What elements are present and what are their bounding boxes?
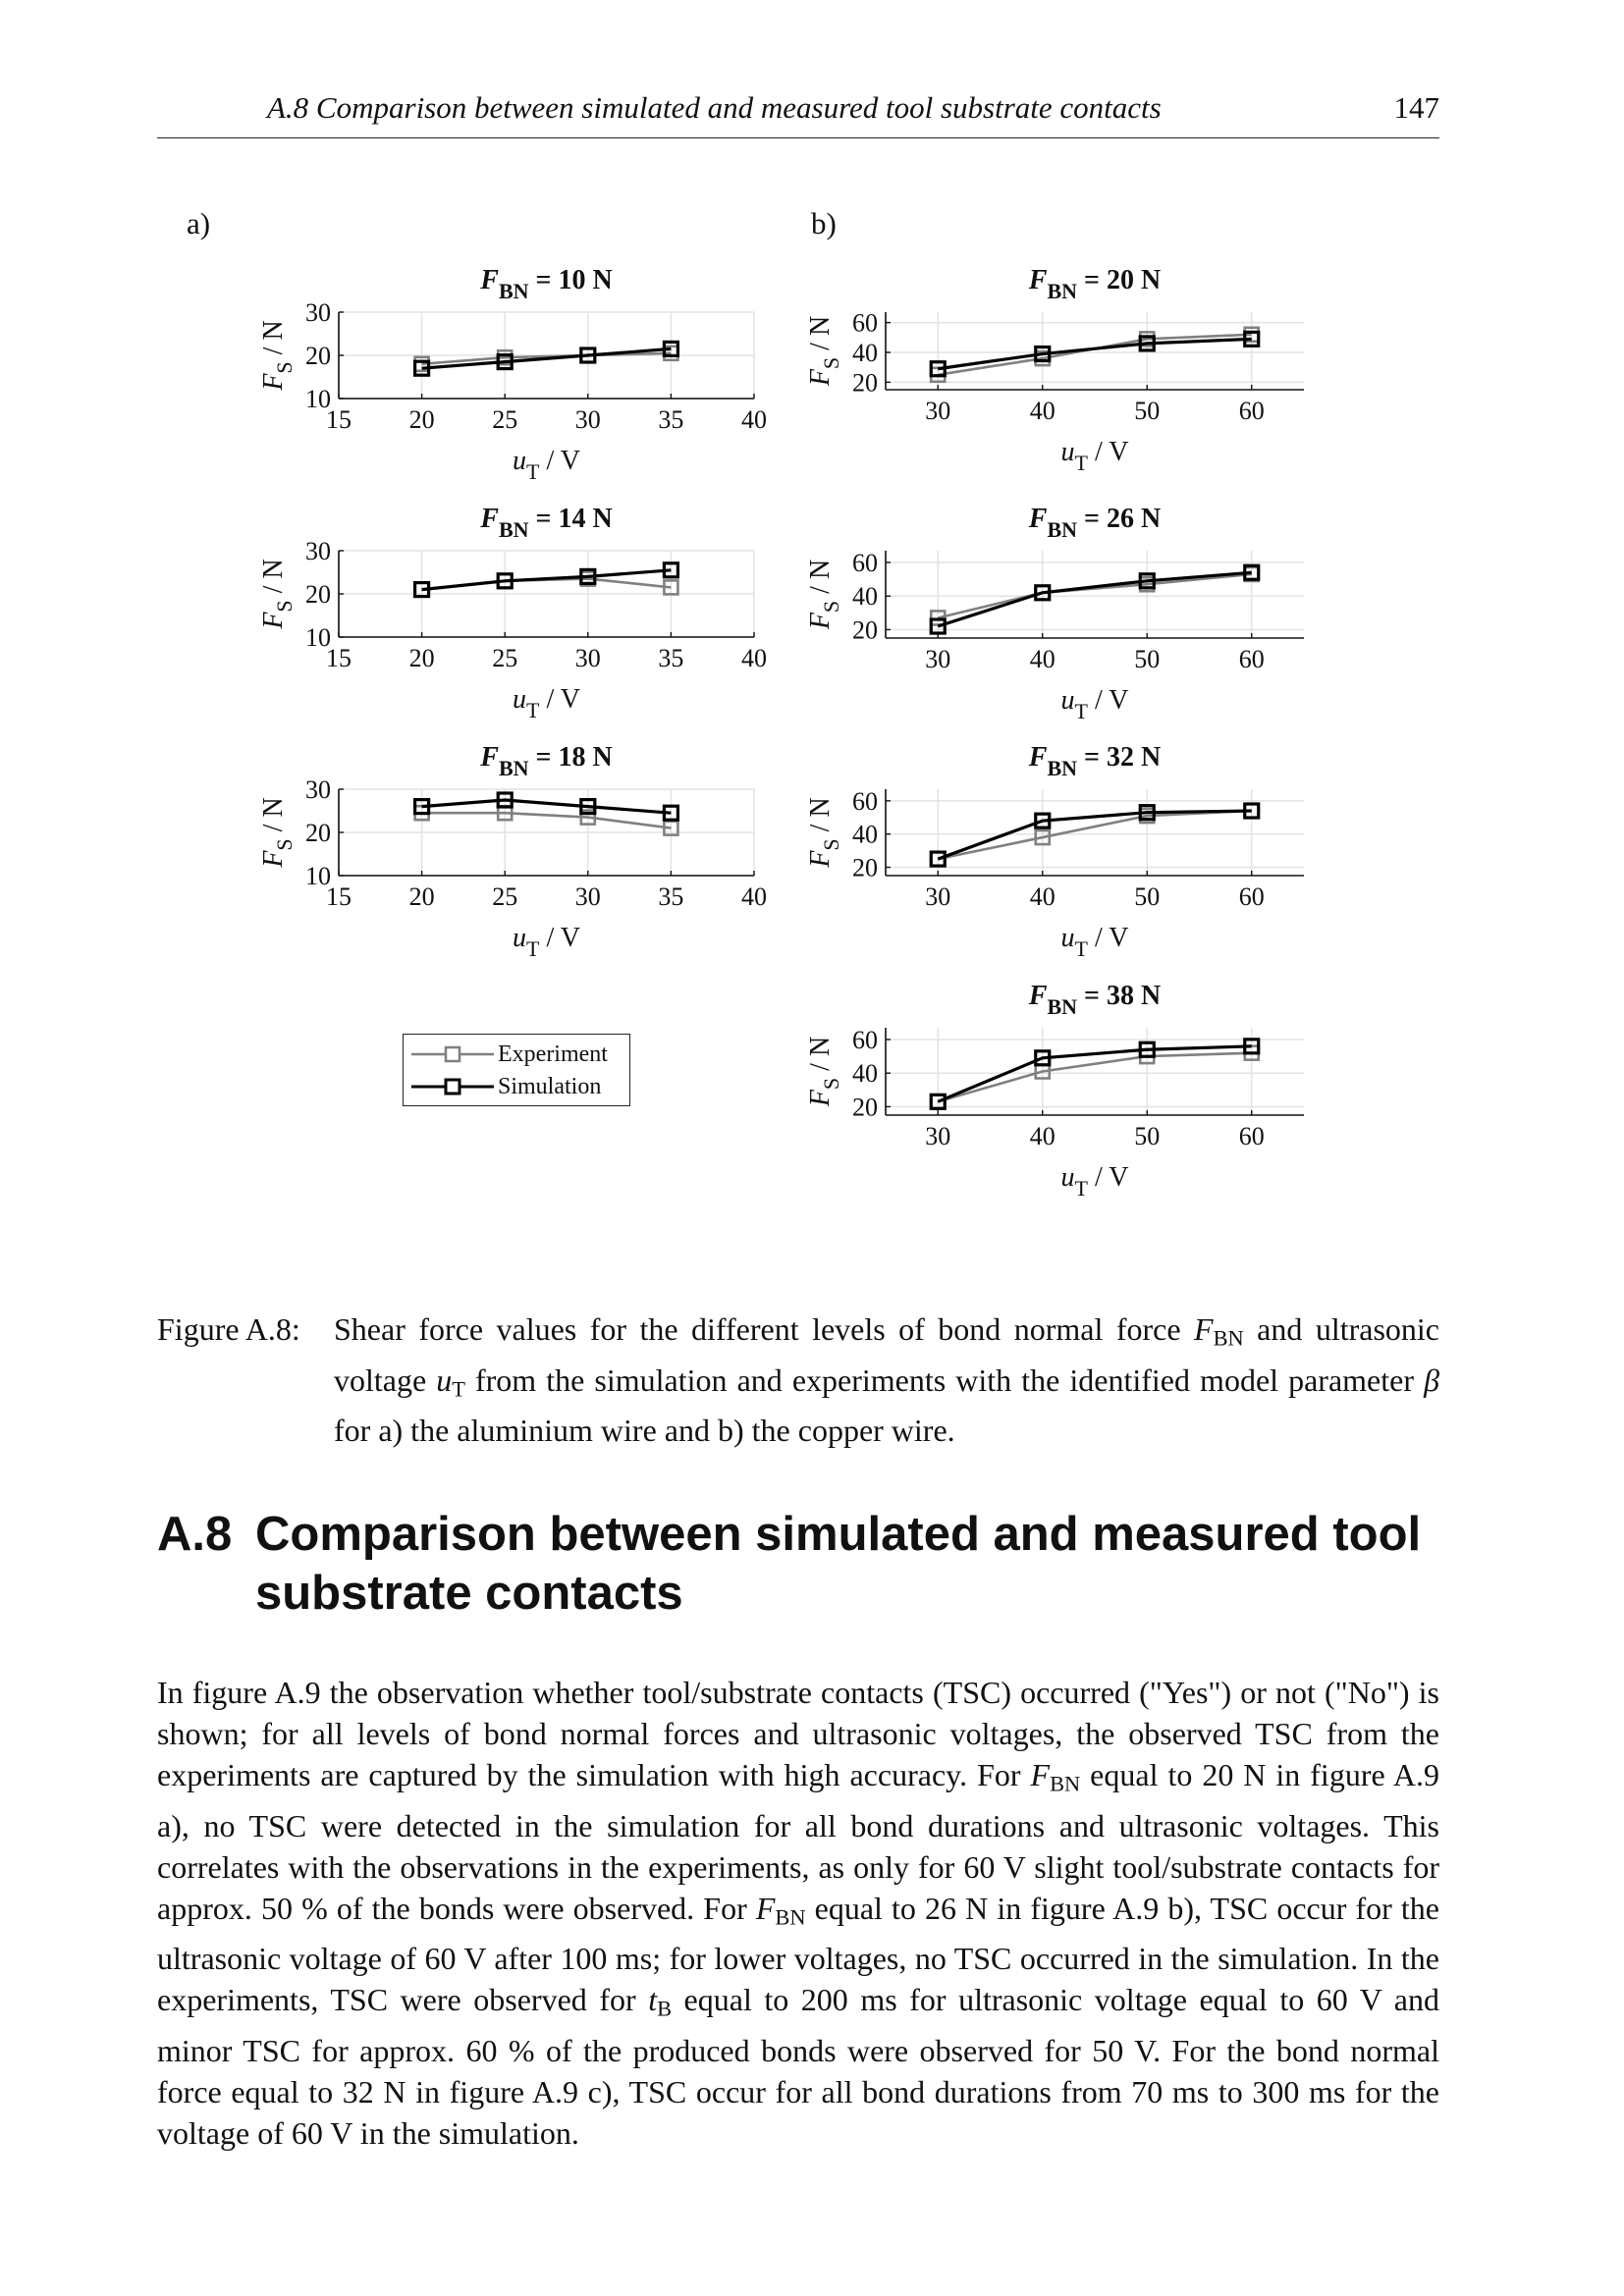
x-tick-label: 25 [492,405,518,434]
y-axis-label [258,797,297,868]
legend-simulation-label: Simulation [498,1074,602,1099]
title-subscript: BN [1047,517,1078,542]
x-tick-label: 20 [408,882,435,911]
x-axis-label [513,923,580,961]
chart-legend [403,1034,630,1106]
x-tick-label: 40 [1029,882,1056,911]
y-tick-label: 60 [852,308,878,338]
x-label-symbol: u [1060,923,1075,953]
y-label-unit: / N [805,1036,836,1078]
x-tick-label: 50 [1134,1122,1161,1150]
y-label-subscript: S [272,600,297,613]
x-label-symbol: u [513,923,527,953]
x-tick-label: 35 [658,644,684,672]
y-tick-label: 10 [305,385,331,413]
panel-a-label: a) [187,206,211,240]
chart-title [1028,742,1161,780]
y-label-subscript: S [819,838,843,851]
x-tick-label: 40 [1029,1122,1056,1150]
x-axis-label [1061,923,1129,961]
caption-symbol-beta: β [1424,1362,1440,1398]
x-tick-label: 25 [492,882,518,911]
caption-symbol-u: u [436,1362,453,1398]
x-label-unit: / V [539,923,580,953]
title-symbol: F [1028,742,1048,773]
title-subscript: BN [1047,994,1078,1019]
y-tick-label: 40 [852,820,878,849]
running-head-title: A.8 Comparison between simulated and measured tool substrate contacts [267,90,1162,125]
plot-a-fbn-14 [221,482,774,725]
x-tick-label: 60 [1238,645,1265,673]
y-axis-label [805,560,843,630]
title-symbol: F [1028,265,1048,295]
x-tick-label: 35 [658,405,684,434]
y-label-subscript: S [819,600,843,614]
y-tick-label: 30 [305,537,331,565]
y-label-unit: / N [258,797,289,839]
title-subscript: BN [1047,279,1078,303]
caption-part: from the simulation and experiments with the identified model parameter [464,1362,1425,1398]
running-head [157,90,1439,138]
title-symbol: F [1028,981,1048,1011]
x-tick-label: 50 [1134,645,1161,673]
x-axis-label [513,446,580,484]
chart-title [1028,265,1161,303]
y-tick-label: 30 [305,775,331,804]
title-value: = 10 N [528,265,613,295]
plot-a-fbn-18 [221,721,774,964]
x-label-subscript: T [1074,451,1088,475]
body-subscript: BN [775,1904,806,1930]
x-label-subscript: T [526,698,540,722]
y-tick-label: 40 [852,582,878,612]
x-tick-label: 30 [574,405,601,434]
x-label-symbol: u [1060,437,1075,467]
title-value: = 14 N [528,504,613,534]
x-label-subscript: T [1074,936,1088,961]
x-tick-label: 40 [741,405,767,434]
y-label-subscript: S [272,361,297,374]
x-axis-label [513,684,580,722]
page-number: 147 [1393,90,1439,125]
y-tick-label: 30 [305,298,331,327]
body-subscript: B [657,1996,673,2021]
x-label-symbol: u [1060,1162,1075,1193]
x-tick-label: 30 [925,882,951,911]
x-tick-label: 25 [492,644,518,672]
x-label-unit: / V [539,446,580,476]
title-subscript: BN [498,756,529,780]
x-tick-label: 30 [574,644,601,672]
x-tick-label: 40 [1029,397,1056,425]
y-axis-label [258,559,297,629]
x-label-subscript: T [526,459,540,484]
title-value: = 20 N [1077,265,1162,295]
x-label-subscript: T [1074,1176,1088,1201]
legend-experiment-marker [411,1041,494,1067]
experiment-series-line [938,1053,1252,1102]
y-tick-label: 10 [305,623,331,652]
body-part: equal to 26 N in figure A.9 b), TSC occur for the ultrasonic voltage of 60 V after 100 ms; for lower voltages, no TSC occurred in the simulation. In the experiments, TSC were observed for [157,1890,1440,2018]
y-label-unit: / N [805,315,836,357]
y-tick-label: 40 [852,1059,878,1089]
experiment-series-line [422,813,672,828]
caption-subscript: BN [1213,1325,1244,1351]
y-axis-label [805,797,843,868]
y-label-symbol: F [805,613,836,630]
x-tick-label: 60 [1238,397,1265,425]
x-label-subscript: T [1074,699,1088,723]
simulation-series-line [422,570,672,590]
legend-item-experiment [404,1040,629,1069]
x-label-symbol: u [513,684,527,715]
body-symbol: F [755,1890,776,1926]
simulation-series-line [422,800,672,813]
title-subscript: BN [1047,756,1078,780]
legend-experiment-label: Experiment [498,1041,608,1067]
x-tick-label: 30 [925,1122,951,1150]
x-label-unit: / V [1087,923,1129,953]
chart-title [479,504,612,542]
y-label-symbol: F [805,850,836,868]
body-symbol: t [648,1982,658,2018]
x-tick-label: 20 [408,644,435,672]
body-subscript: BN [1050,1771,1081,1796]
x-tick-label: 15 [326,644,352,672]
y-tick-label: 60 [852,1025,878,1054]
caption-text [334,1308,1439,1451]
x-label-unit: / V [539,684,580,715]
title-subscript: BN [498,517,529,542]
x-axis-label [1061,685,1129,723]
simulation-series-line [938,339,1252,368]
chart-title [1028,981,1161,1019]
title-symbol: F [480,265,499,295]
title-symbol: F [480,504,499,534]
y-label-symbol: F [258,850,289,868]
plot-b-fbn-20 [768,243,1324,478]
body-paragraph [157,1672,1439,2154]
panel-b-label: b) [811,206,837,240]
body-part: In figure A.9 the observation whether tool/substrate contacts (TSC) occurred ("Yes") or not ("No") is shown; for all levels of bond normal forces and ultrasonic voltages, the observed TSC from the experiments are captured by the simulation with high accuracy. For [157,1675,1439,1792]
x-tick-label: 50 [1134,882,1161,911]
simulation-series-line [938,572,1252,626]
y-label-symbol: F [258,373,289,391]
x-tick-label: 40 [1029,645,1056,673]
y-tick-label: 20 [852,1093,878,1122]
plot-b-fbn-32 [768,721,1324,964]
y-tick-label: 20 [305,819,331,847]
x-tick-label: 60 [1238,882,1265,911]
y-axis-label [805,1037,843,1107]
simulation-series-line [938,811,1252,859]
title-value: = 26 N [1077,504,1162,534]
y-tick-label: 40 [852,339,878,368]
y-label-subscript: S [819,1077,843,1091]
caption-subscript: T [452,1376,465,1402]
y-label-symbol: F [805,1090,836,1107]
y-tick-label: 20 [852,853,878,882]
x-axis-label [1061,1162,1129,1201]
x-label-symbol: u [513,446,527,476]
y-axis-label [258,320,297,391]
x-label-subscript: T [526,936,540,961]
section-title: Comparison between simulated and measured tool substrate contacts [255,1508,1422,1620]
title-symbol: F [1028,504,1048,534]
x-label-unit: / V [1087,1162,1129,1193]
legend-simulation-marker [411,1074,494,1099]
x-tick-label: 40 [741,882,767,911]
chart-title [1028,504,1161,542]
y-label-unit: / N [805,797,836,839]
legend-item-simulation [404,1072,629,1101]
y-tick-label: 20 [852,368,878,398]
y-tick-label: 20 [305,342,331,370]
x-label-symbol: u [1060,685,1075,716]
x-tick-label: 50 [1134,397,1161,425]
x-tick-label: 20 [408,405,435,434]
y-tick-label: 60 [852,786,878,816]
body-part: equal to 20 N in figure A.9 a), no TSC were detected in the simulation for all bond durations and ultrasonic voltages. This correlates with the observations in the experiments, as only for 60 V slight tool/substrate contacts for approx. 50 % of the bonds were observed. For [157,1757,1440,1926]
caption-label: Figure A.8: [157,1311,300,1347]
x-axis-label [1061,437,1129,475]
caption-symbol-f: F [1194,1311,1214,1347]
plot-a-fbn-10 [221,243,774,487]
y-label-unit: / N [258,559,289,601]
plot-b-fbn-38 [768,959,1324,1203]
caption-part: and ultrasonic voltage [334,1311,1440,1398]
x-tick-label: 30 [925,397,951,425]
y-tick-label: 10 [305,862,331,890]
x-tick-label: 15 [326,405,352,434]
chart-title [479,265,612,303]
y-label-symbol: F [258,612,289,629]
y-label-subscript: S [272,838,297,851]
x-label-unit: / V [1087,437,1129,467]
x-tick-label: 30 [574,882,601,911]
caption-part: Shear force values for the different levels of bond normal force [334,1311,1195,1347]
y-axis-label [805,316,843,387]
y-tick-label: 60 [852,548,878,577]
y-label-symbol: F [805,369,836,387]
body-part: equal to 200 ms for ultrasonic voltage equal to 60 V and minor TSC for approx. 60 % of the produced bonds were observed for 50 V. For the bond normal force equal to 32 N in figure A.9 c), TSC occur for all bond durations from 70 ms to 300 ms for the voltage of 60 V in the simulation. [157,1982,1440,2151]
y-tick-label: 20 [852,615,878,645]
x-tick-label: 15 [326,882,352,911]
y-label-unit: / N [805,559,836,601]
x-label-unit: / V [1087,685,1129,716]
body-symbol: F [1030,1757,1051,1792]
y-tick-label: 20 [305,580,331,609]
x-tick-label: 60 [1238,1122,1265,1150]
title-symbol: F [480,742,499,773]
x-tick-label: 35 [658,882,684,911]
section-number: A.8 [157,1508,233,1561]
title-value: = 38 N [1077,981,1162,1011]
caption-part: for a) the aluminium wire and b) the copper wire. [334,1413,955,1449]
y-label-subscript: S [819,356,843,370]
title-value: = 18 N [528,742,613,773]
title-value: = 32 N [1077,742,1162,773]
title-subscript: BN [498,279,529,303]
x-tick-label: 40 [741,644,767,672]
simulation-series-line [422,348,672,368]
plot-b-fbn-26 [768,482,1324,726]
x-tick-label: 30 [925,645,951,673]
chart-title [479,742,612,780]
y-label-unit: / N [258,320,289,362]
